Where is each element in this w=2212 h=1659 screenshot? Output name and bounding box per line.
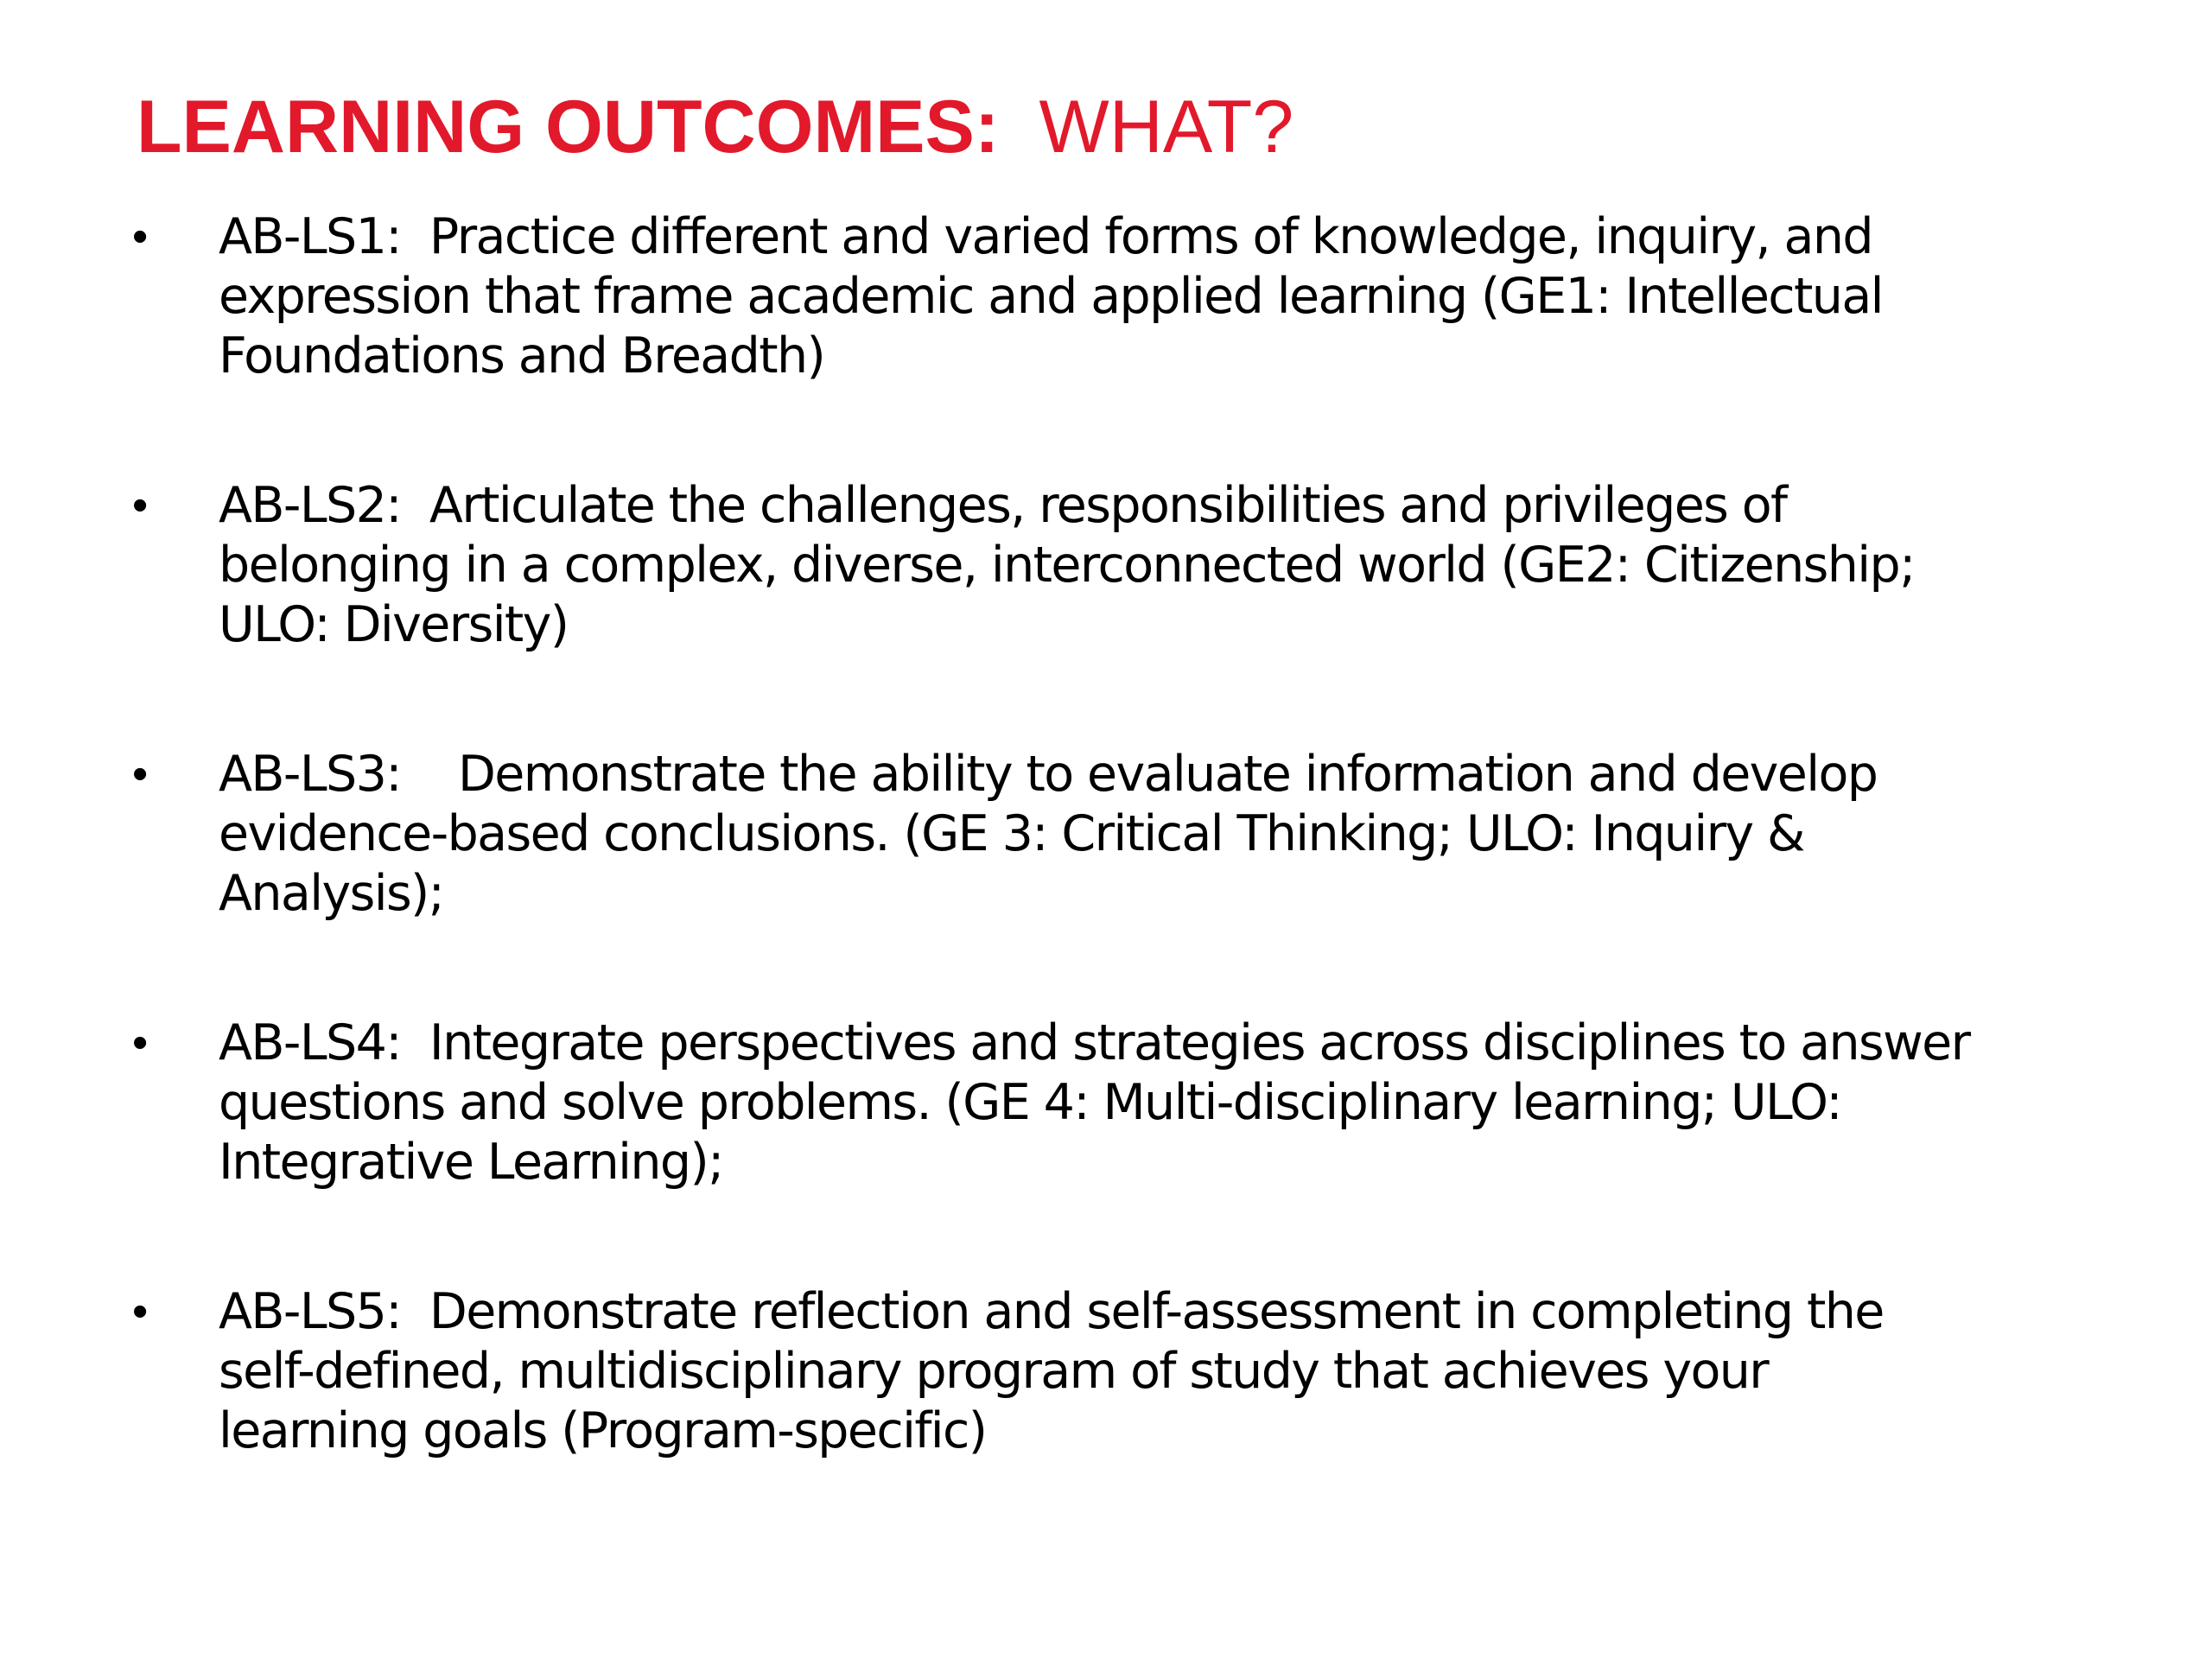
bullet-icon: •	[132, 1018, 149, 1068]
outcome-description: Practice different and varied forms of knowledge, inquiry, and expression that frame academic and applied learning (GE1: Intellectual Foundations and Breadth)	[219, 208, 1883, 385]
bullet-icon: •	[132, 212, 149, 262]
outcome-text	[219, 1282, 2180, 1461]
outcome-text	[219, 207, 2180, 386]
outcome-text	[219, 1014, 2180, 1192]
slide-title	[137, 79, 1294, 175]
outcome-code: AB-LS2:	[219, 477, 401, 534]
outcome-code: AB-LS3:	[219, 746, 401, 803]
outcome-code: AB-LS5:	[219, 1283, 401, 1340]
bullet-icon: •	[132, 749, 149, 799]
bullet-icon: •	[132, 480, 149, 531]
outcome-code: AB-LS1:	[219, 208, 401, 265]
outcome-description: Demonstrate the ability to evaluate information and develop evidence-based conclusions. (GE 3: Critical Thinking; ULO: Inquiry & Analysis);	[219, 746, 1878, 922]
outcome-code: AB-LS4:	[219, 1014, 401, 1071]
outcome-description: Integrate perspectives and strategies across disciplines to answer questions and solve problems. (GE 4: Multi-disciplinary learning; ULO: Integrative Learning);	[219, 1014, 1970, 1191]
bullet-icon: •	[132, 1287, 149, 1337]
title-bold-part: LEARNING OUTCOMES:	[137, 86, 1000, 168]
outcome-text	[219, 745, 2180, 924]
outcome-text	[219, 476, 2180, 655]
outcome-description: Articulate the challenges, responsibilities and privileges of belonging in a complex, diverse, interconnected world (GE2: Citizenship; ULO: Diversity)	[219, 477, 1915, 653]
outcome-description: Demonstrate reflection and self-assessment in completing the self-defined, multidisciplinary program of study that achieves your learning goals (Program-specific)	[219, 1283, 1884, 1459]
title-regular-part: WHAT?	[1039, 86, 1294, 168]
